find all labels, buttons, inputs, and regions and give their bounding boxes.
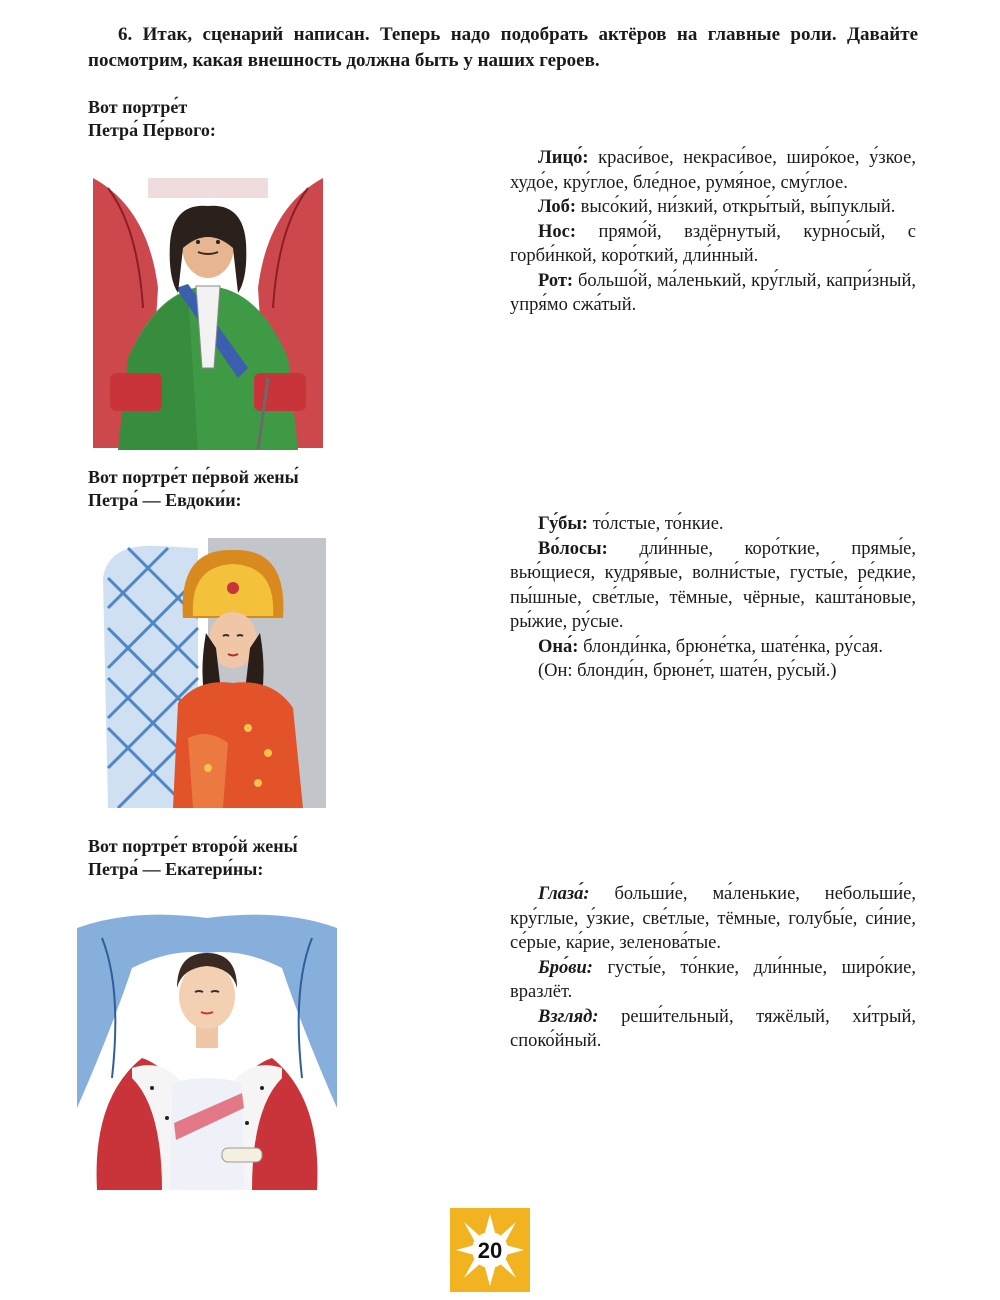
- vocab-words: краси́вое, некраси́вое, широ́кое, у́зкое, худо́е, кру́глое, бле́дное, румя́ное, сму́глое.: [510, 148, 916, 193]
- caption-line: Вот портре́т: [88, 97, 188, 117]
- vocab-paragraph: [510, 635, 916, 660]
- vocab-block-eyes: [510, 882, 916, 1054]
- vocab-term: Во́лосы:: [538, 538, 608, 559]
- caption-line: Петра́ — Евдоки́и:: [88, 490, 242, 510]
- vocab-words: густы́е, то́нкие, дли́нные, широ́кие, вразлёт.: [510, 957, 916, 1002]
- vocab-paragraph: [510, 1005, 916, 1054]
- caption-line: Вот портре́т второ́й жены́: [88, 836, 298, 856]
- vocab-term: Она́:: [538, 636, 579, 657]
- vocab-term: Рот:: [538, 270, 574, 291]
- vocab-words: дли́нные, коро́ткие, прямы́е, вью́щиеся, кудря́вые, волни́стые, густы́е, ре́дкие, пы́шные, све́тлые, тёмные, чёрные, кашта́новые, ры́жие, ру́сые.: [510, 538, 916, 632]
- portrait-peter-the-first: [88, 168, 328, 450]
- vocab-words: больши́е, ма́ленькие, небольши́е, кру́глые, у́зкие, све́тлые, тёмные, голубы́е, си́ние, се́рые, ка́рие, зеленова́тые.: [510, 884, 916, 953]
- page-number: 20: [477, 1238, 503, 1263]
- vocab-words: блонди́нка, брюне́тка, шате́нка, ру́сая.: [578, 636, 884, 657]
- portrait-ekaterina: [72, 908, 342, 1190]
- caption-line: Петра́ Пе́рвого:: [88, 120, 216, 140]
- vocab-words: то́лстые, то́нкие.: [587, 514, 724, 534]
- vocab-block-face: [510, 146, 916, 318]
- caption-peter: [88, 96, 408, 142]
- vocab-paragraph: [510, 882, 916, 956]
- page-number-badge: [450, 1208, 530, 1292]
- vocab-words: прямо́й, вздёрнутый, курно́сый, с горби́нкой, коро́ткий, дли́нный.: [510, 221, 916, 266]
- vocab-paragraph: [510, 659, 916, 684]
- vocab-paragraph: [510, 512, 916, 537]
- vocab-term: Глаза́:: [538, 884, 590, 904]
- vocab-words: большо́й, ма́ленький, кру́глый, капри́зный, упря́мо сжа́тый.: [510, 270, 916, 315]
- vocab-term: Нос:: [538, 221, 577, 242]
- exercise-intro: 6. Итак, сценарий написан. Теперь надо подобрать актёров на главные роли. Давайте посмотрим, какая внешность должна быть у наших героев.: [88, 24, 918, 71]
- vocab-term: Лоб:: [538, 197, 576, 217]
- vocab-term: Взгляд:: [538, 1006, 599, 1027]
- vocab-paragraph: [510, 195, 916, 220]
- vocab-term: Лицо́:: [538, 148, 589, 168]
- caption-evdokia: [88, 466, 408, 512]
- portrait-evdokia: [98, 538, 326, 808]
- vocab-paragraph: [510, 269, 916, 318]
- caption-ekaterina: [88, 835, 408, 881]
- vocab-words: (Он: блонди́н, брюне́т, шате́н, ру́сый.): [538, 661, 837, 681]
- vocab-words: высо́кий, ни́зкий, откры́тый, вы́пуклый.: [576, 197, 896, 217]
- vocab-paragraph: [510, 220, 916, 269]
- vocab-words: реши́тельный, тяжёлый, хи́трый, споко́йный.: [510, 1006, 916, 1051]
- caption-line: Вот портре́т пе́рвой жены́: [88, 467, 299, 487]
- vocab-term: Гу́бы:: [538, 514, 588, 534]
- caption-line: Петра́ — Екатери́ны:: [88, 859, 264, 879]
- vocab-paragraph: [510, 146, 916, 195]
- vocab-paragraph: [510, 537, 916, 635]
- vocab-paragraph: [510, 956, 916, 1005]
- vocab-block-hair: [510, 512, 916, 684]
- vocab-term: Бро́ви:: [538, 957, 593, 978]
